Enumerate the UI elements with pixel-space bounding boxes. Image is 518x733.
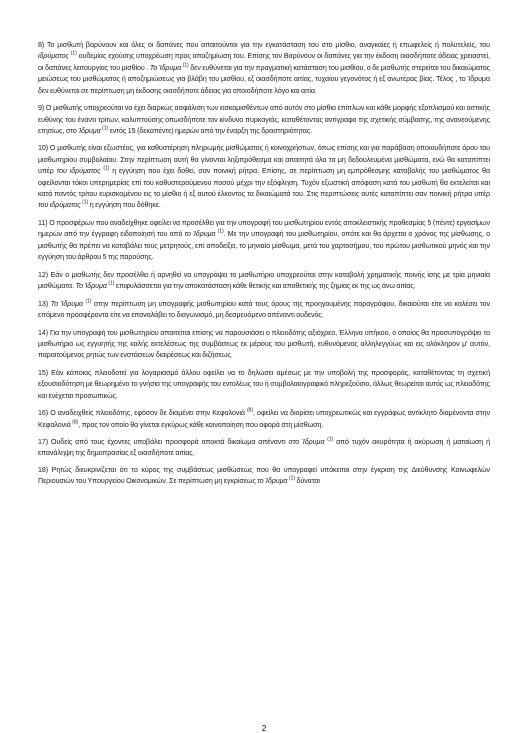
document-page	[38, 40, 491, 733]
page-number: 2	[261, 723, 267, 733]
paragraph-17: 17) Ουδείς από τους έχοντες υποβάλει προσφορά αποκτά δικαίωμα απέναντι στο Ίδρυμα $^{(1)}$ από τυχόν ακυρότητα ή ακύρωση ή ματαίωση ή επανάληψη της δημοπρασίας εξ οιασδήποτε αιτίας.	[38, 436, 490, 458]
paragraph-14: 14) Για την υπογραφή του μισθωτηρίου απαιτείται επίσης να παρουσιάσει ο πλειοδότης αξιόχρεο, Έλληνα υπήκοο, ο οποίος θα προσυπογράψει το μισθωτήριο ως εγγυητής της καλής εκτελέσεως της συμβάσεως εκ μέρους του μισθωτή, ευθυνόμενος αλληλεγγύως και εις ολόκληρον μ' αυτόν, παραιτούμενος ρητώς των ενστάσεων διαιρέσεως και διζήσεως.	[38, 328, 490, 360]
paragraph-11: 11) Ο προσφέρων που αναδείχθηκε οφείλει να προσέλθει για την υπογραφή του μισθωτηρίου εντός αποκλειστικής προθεσμίας 5 (πέντε) εργασίμων ημερών από την έγγραφη ειδοποίησή του από το Ίδρυμα $^{(1)}$. Με την υπογραφή του μισθωτηρίου, οπότε και θα άρχεται ο χρόνος της μίσθωσης, ο μισθωτής θα πρέπει να καταβάλει τους μετρητούς, επί αποδείξει, το μηνιαίο μίσθωμα, μετά του χαρτοσήμου, του πρώτου μισθωτικού μηνός και την εγγύηση του άρθρου 5 της παρούσης.	[38, 218, 491, 262]
paragraph-8: 8) Το μισθωτή βαρύνουν και όλες οι δαπάνες που απαιτούνται για την εγκατάσταση του στο μίσθιο, αναγκαίες ή επωφελείς ή πολυτελείς, του ιδρύματος $^{(1)}$ ουδεμίας εχούσης υποχρέωση προς αποζημίωση του. Επίσης τον Βαρύνουν οι δαπάνες για την έκδοση οιασδήποτε άδειας χρειαστεί, οι δαπάνες λειτουργίας του μισθίου . Το Ίδρυμα $^{(1)}$ δεν ευθύνεται για την πραγματική κατάσταση του μισθίου, ο δε μισθωτής στερείται του δικαιώματος μειώσεως του μισθώματος ή αποζημιώσεως για βλάβη του μισθίου, εξ οιασδήποτε αιτίας, τυχαίου γεγονότος ή εξ ανωτέρας βίας. Τέλος , το Ίδρυμα δεν ευθύνεται σε περίπτωση μη έκδοσης οιασδήποτε άδειας για οποιοδήποτε λόγο και αιτία.	[38, 41, 490, 95]
paragraph-10: 10) Ο μισθωτής είναι εξωστέος, για καθυστέρηση πληρωμής μισθώματος ή κοινοχρήστων, όπως επίσης και για παράβαση οποιουδήποτε όρου του μισθωτηρίου συμβολαίου. Στην περίπτωση αυτή θα γίνονται ληξιπρόθεσμα και απαιτητά όλα τα μη δεδουλευμένα μισθώματα, ενώ θα καταπίπτει υπέρ του ιδρύματος $^{(1)}$ η εγγύηση που έχει δοθεί, σαν ποινική ρήτρα. Επίσης, σε περίπτωση μη εμπρόθεσμης καταβολής του μισθώματος θα οφείλονται τόκοι υπερημερίας επί του καθυστερούμενου ποσού μέχρι την εξόφληση. Τυχόν εξωστική απόφαση κατά του μισθωτή θα εκτελείται και κατά παντός τρίτου ευρισκομένου εις το μίσθιο ή εξ αυτού έλκοντος τα δικαιώματά του. Στις περιπτώσεις αυτές καταπίπτει σαν ποινική ρήτρα υπέρ του ιδρύματος $^{(1)}$ η εγγύηση που δόθηκε.	[38, 144, 490, 210]
paragraph-9: 9) Ο μισθωτής υποχρεούται να έχει διαρκώς ασφάλιση των εισκομισθέντων από αυτόν στο μίσθιο επίπλων και κάθε μορφής εξοπλισμού και αστικής ευθύνης του έναντι τρίτων, καλυπτούσης οπωσδήποτε τον κίνδυνο πυρκαγιάς, καταθέτοντας αντίγραφο της σχετικής σύμβασης, της ανανεούμενης ετησίως, στο Ίδρυμα $^{(1)}$ εντός 15 (δεκαπέντε) ημερών από την έναρξη της δραστηριότητας.	[38, 104, 490, 135]
paragraph-18: 18) Ρητώς διευκρινίζεται ότι το κύρος της συμβάσεως μισθώσεως που θα υπογραφεί υπόκειται στην έγκριση της Διεύθυνσης Κοινωφελών Περιουσιών του Υπουργείου Οικονομικών. Σε περίπτωση μη εγκρίσεως το Ίδρυμα $^{(1)}$ δύναται	[38, 465, 490, 486]
paragraph-16: 16) Ο αναδειχθείς πλειοδότης, εφόσον δε διαμένει στην Κεφαλονιά $^{(8)}$, οφείλει να διορίσει υποχρεωτικώς και εγγράφως αντίκλητο διαμένοντα στην Κεφαλονιά $^{(8)}$, προς τον οποίο θα γίνεται εγκύρως κάθε κοινοποίηση που αφορά στη μίσθωση.	[38, 407, 490, 429]
paragraph-13: 13) Το Ίδρυμα $^{(1)}$ στην περίπτωση μη υπογραφής μισθωτηρίου κατά τους όρους της προηγουμένης παραγράφου, δικαιούται είτε να καλέσει τον επόμενο προσφέροντα είτε να επαναλάβει το διαγωνισμό, μη δεσμευόμενο απέναντι ουδενός.	[38, 298, 490, 319]
paragraph-15: 15) Εάν κάποιος πλειοδοτεί για λογαριασμό άλλου οφείλει να το δηλώσει αμέσως με την υποβολή της προσφοράς, καταθέτοντας τη σχετική εξουσιοδότηση με θεωρημένο το γνήσιο της υπογραφής του εντολέως του ή συμβολαιογραφικό πληρεξούσιο, άλλως θεωρείται αυτός ως πλειοδότης και ενέχεται προσωπικώς.	[38, 368, 490, 400]
paragraph-12: 12) Εάν ο μισθωτής δεν προσέλθει ή αρνηθεί να υπογράψει το μισθωτήριο υποχρεούται στην καταβολή χρηματικής ποινής ίσης με τρία μηνιαία μισθώματα. Το Ίδρυμα $^{(1)}$ επιφυλάσσεται για την αποκατάσταση κάθε θετικής και αποθετικής της ζημίας εκ της ως άνω αιτίας.	[38, 270, 490, 291]
